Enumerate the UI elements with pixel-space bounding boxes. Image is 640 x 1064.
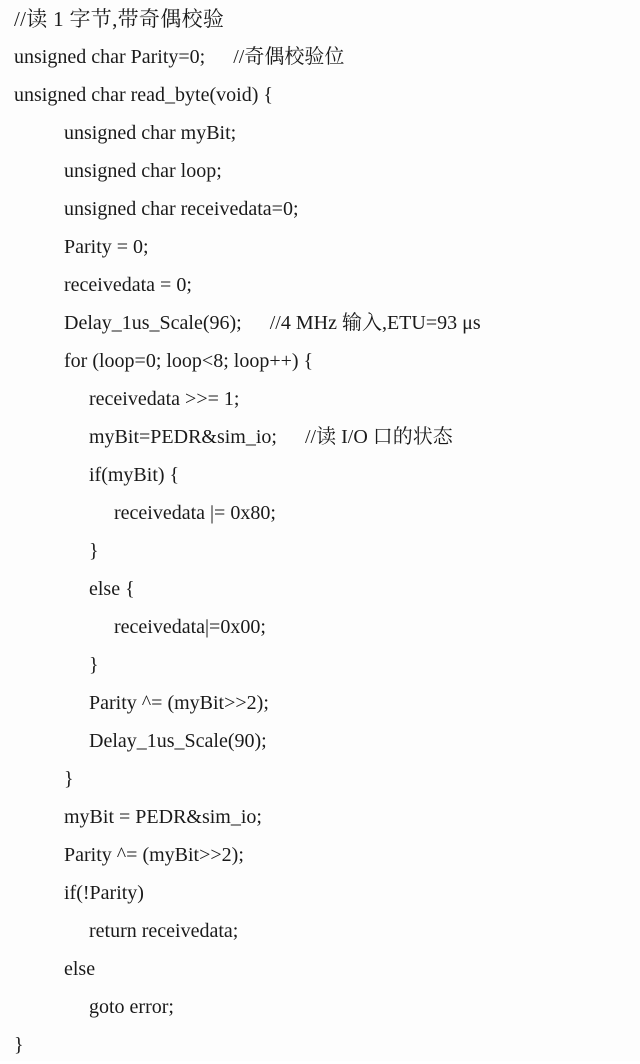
- code-line: [0, 684, 269, 722]
- code-line: [0, 646, 99, 684]
- listing-heading-comment: [0, 0, 224, 38]
- code-line: [0, 38, 344, 76]
- code-text: }: [14, 1034, 24, 1056]
- code-line: [0, 266, 192, 304]
- code-line: [0, 570, 135, 608]
- inline-comment: //读 I/O 口的状态: [304, 426, 453, 448]
- code-line: [0, 722, 267, 760]
- code-line: [0, 380, 239, 418]
- code-text: return receivedata;: [89, 920, 239, 942]
- code-text: //读 1 字节,带奇偶校验: [14, 7, 225, 31]
- code-text: Delay_1us_Scale(96);: [64, 312, 242, 334]
- code-text: receivedata|=0x00;: [114, 616, 266, 638]
- code-line: [0, 532, 99, 570]
- code-text: for (loop=0; loop<8; loop++) {: [64, 350, 314, 372]
- code-line: [0, 190, 299, 228]
- code-text: unsigned char receivedata=0;: [64, 198, 299, 220]
- code-line: [0, 114, 236, 152]
- code-text: else {: [89, 578, 135, 600]
- code-line: [0, 950, 95, 988]
- code-line: [0, 760, 74, 798]
- code-text: unsigned char Parity=0;: [14, 46, 206, 68]
- code-text: }: [89, 540, 99, 562]
- inline-comment: //奇偶校验位: [233, 46, 345, 68]
- code-line: [0, 304, 481, 342]
- inline-comment: //4 MHz 输入,ETU=93 μs: [269, 312, 481, 334]
- code-text: Parity ^= (myBit>>2);: [89, 692, 269, 714]
- code-text: myBit=PEDR&sim_io;: [89, 426, 277, 448]
- code-line: [0, 152, 222, 190]
- code-text: receivedata = 0;: [64, 274, 192, 296]
- code-text: }: [64, 768, 74, 790]
- code-line: [0, 836, 244, 874]
- code-text: myBit = PEDR&sim_io;: [64, 806, 262, 828]
- code-line: [0, 76, 273, 114]
- code-text: receivedata >>= 1;: [89, 388, 240, 410]
- code-line: [0, 874, 144, 912]
- code-text: Parity = 0;: [64, 236, 149, 258]
- code-text: goto error;: [89, 996, 174, 1018]
- code-text: receivedata |= 0x80;: [114, 502, 276, 524]
- code-text: Delay_1us_Scale(90);: [89, 730, 267, 752]
- code-line: [0, 494, 276, 532]
- code-line: [0, 456, 179, 494]
- code-line: [0, 342, 313, 380]
- code-line: [0, 988, 174, 1026]
- code-line: [0, 798, 262, 836]
- code-text: unsigned char myBit;: [64, 122, 237, 144]
- code-line: [0, 418, 453, 456]
- code-text: Parity ^= (myBit>>2);: [64, 844, 244, 866]
- code-line: [0, 1026, 24, 1064]
- code-text: }: [89, 654, 99, 676]
- code-text: if(myBit) {: [89, 464, 180, 486]
- code-line: [0, 912, 238, 950]
- code-text: unsigned char read_byte(void) {: [14, 84, 273, 106]
- code-line: [0, 608, 266, 646]
- code-line: [0, 228, 149, 266]
- code-text: unsigned char loop;: [64, 160, 222, 182]
- code-text: else: [64, 958, 96, 980]
- code-text: if(!Parity): [64, 882, 144, 904]
